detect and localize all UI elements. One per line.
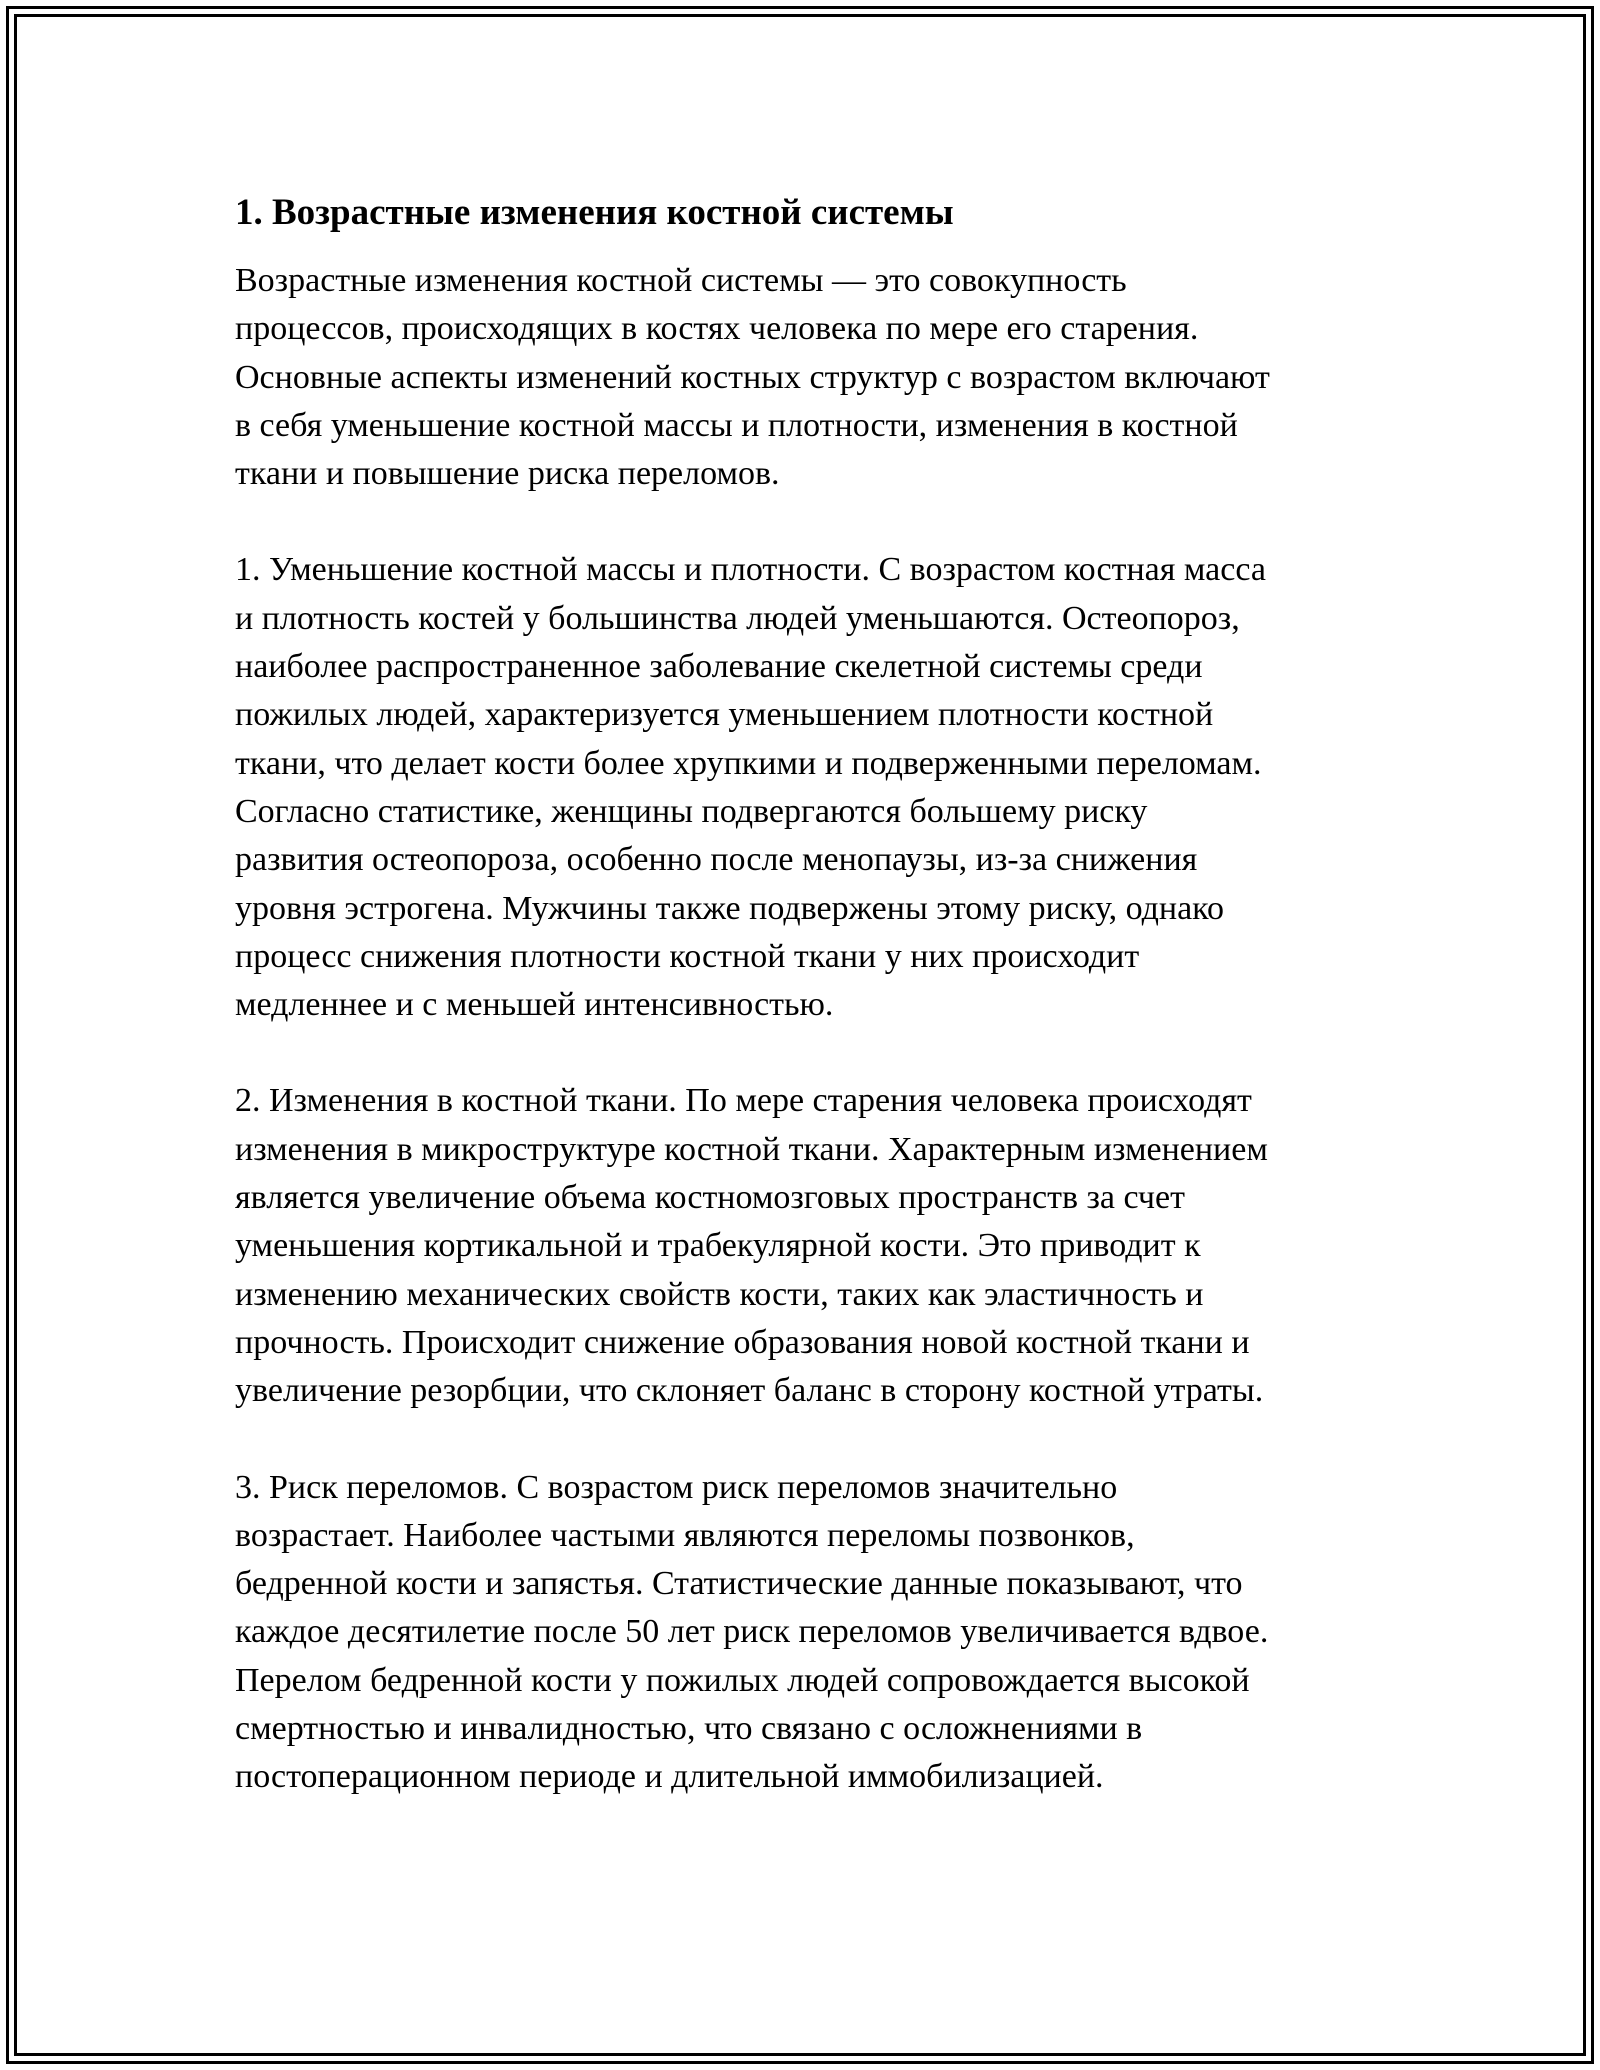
paragraph-intro [235,257,1370,498]
text-line: изменения в микроструктуре костной ткани. Характерным изменением [235,1130,1268,1168]
text-line: постоперационном периоде и длительной иммобилизацией. [235,1758,1104,1796]
text-line: бедренной кости и запястья. Статистические данные показывают, что [235,1565,1243,1603]
text-line: ткани, что делает кости более хрупкими и подверженными переломам. [235,744,1262,782]
text-line: Согласно статистике, женщины подвергаются большему риску [235,792,1148,830]
paragraph-bone-mass [235,546,1370,1029]
text-line: Возрастные изменения костной системы — это совокупность [235,262,1127,299]
text-line: Перелом бедренной кости у пожилых людей сопровождается высокой [235,1661,1250,1699]
text-line: в себя уменьшение костной массы и плотности, изменения в костной [235,406,1238,444]
text-line: прочность. Происходит снижение образования новой костной ткани и [235,1323,1250,1361]
text-line: является увеличение объема костномозговых пространств за счет [235,1179,1185,1217]
section-heading: 1. Возрастные изменения костной системы [235,192,954,233]
text-line: 3. Риск переломов. С возрастом риск переломов значительно [235,1468,1118,1506]
text-line: наиболее распространенное заболевание скелетной системы среди [235,648,1203,686]
text-line: Основные аспекты изменений костных структур с возрастом включают [235,358,1270,396]
text-line: пожилых людей, характеризуется уменьшением плотности костной [235,696,1214,734]
text-line: 2. Изменения в костной ткани. По мере старения человека происходят [235,1082,1252,1120]
text-line: изменению механических свойств кости, таких как эластичность и [235,1275,1204,1313]
text-line: каждое десятилетие после 50 лет риск переломов увеличивается вдвое. [235,1613,1269,1651]
document-body [235,187,1370,1802]
text-line: 1. Уменьшение костной массы и плотности. С возрастом костная масса [235,551,1266,589]
text-line: возрастает. Наиболее частыми являются переломы позвонков, [235,1516,1135,1554]
text-line: увеличение резорбции, что склоняет баланс в сторону костной утраты. [235,1372,1264,1410]
text-line: уменьшения кортикальной и трабекулярной кости. Это приводит к [235,1227,1201,1265]
paragraph-fracture-risk [235,1464,1370,1802]
text-line: уровня эстрогена. Мужчины также подвержены этому риску, однако [235,889,1224,927]
text-line: медленнее и с меньшей интенсивностью. [235,986,834,1024]
text-line: процессов, происходящих в костях человека по мере его старения. [235,310,1199,348]
text-line: развития остеопороза, особенно после менопаузы, из-за снижения [235,841,1198,879]
text-line: смертностью и инвалидностью, что связано с осложнениями в [235,1710,1143,1748]
text-line: ткани и повышение риска переломов. [235,455,780,493]
paragraph-bone-tissue [235,1077,1370,1415]
text-line: и плотность костей у большинства людей уменьшаются. Остеопороз, [235,599,1240,637]
text-line: процесс снижения плотности костной ткани у них происходит [235,937,1140,975]
